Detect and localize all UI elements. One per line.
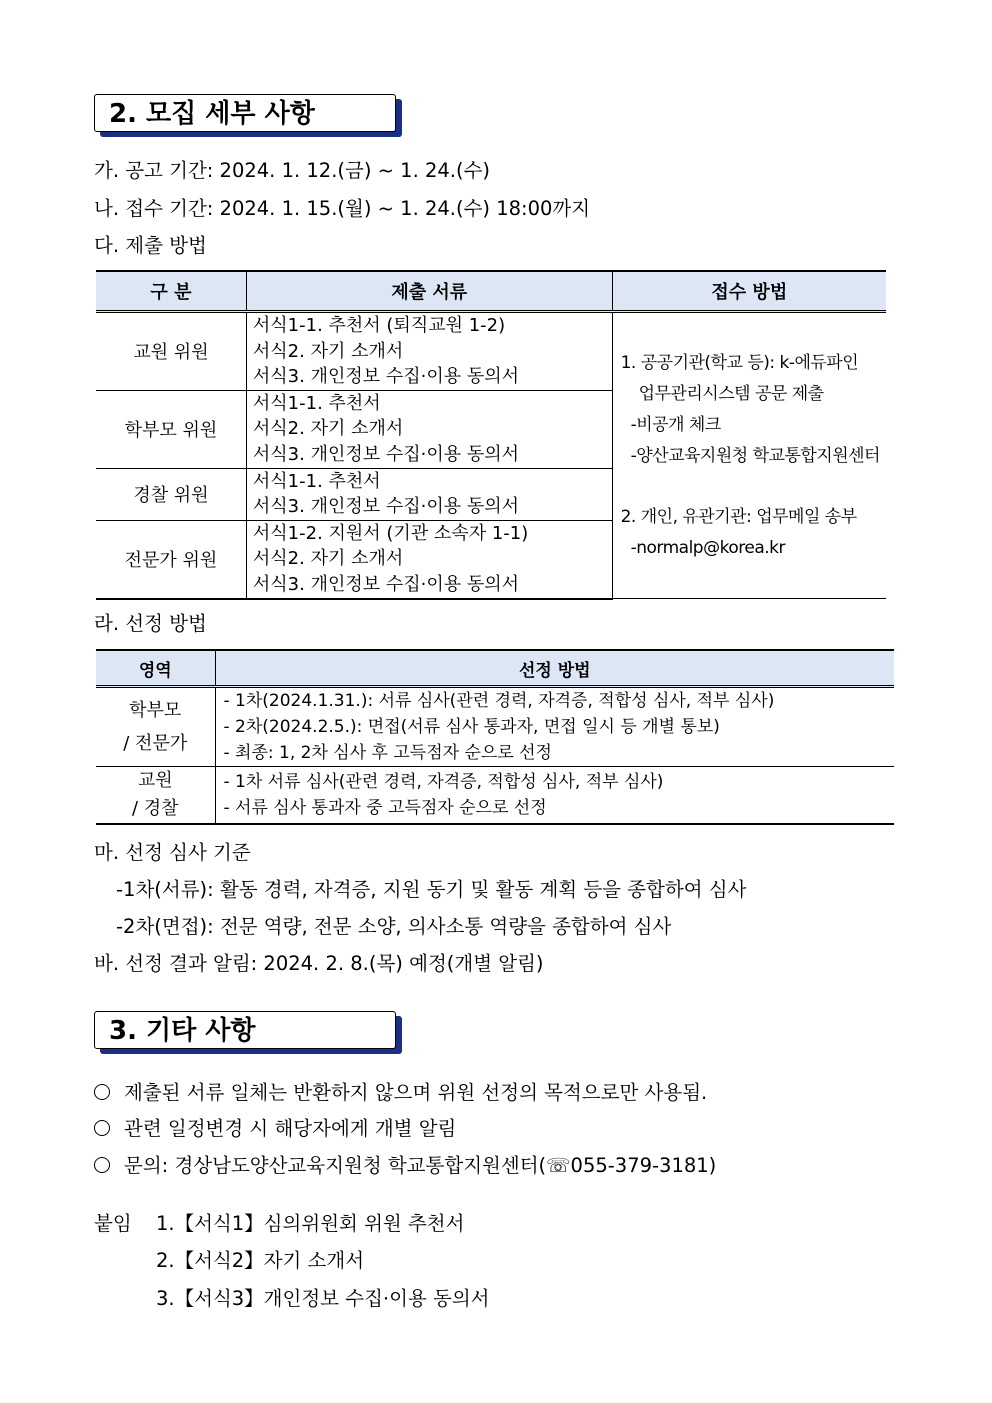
list-item-text: 문의: 경상남도양산교육지원청 학교통합지원센터(☏055-379-3181) [124, 1154, 717, 1177]
area-line: / 경찰 [131, 798, 179, 819]
list-item [94, 1077, 707, 1105]
criteria-first: -1차(서류): 활동 경력, 자격증, 지원 동기 및 활동 계획 등을 종합하여 심사 [116, 878, 747, 901]
section-3-title [94, 1011, 396, 1049]
doc-item: 서식3. 개인정보 수집·이용 동의서 [252, 366, 520, 388]
method-email: -normalp@korea.kr [630, 537, 785, 558]
method-item: - 1차(2024.1.31.): 서류 심사(관련 경력, 자격증, 적합성 심사, 적부 심사) [223, 691, 775, 711]
area-line: 교원 [137, 770, 173, 791]
row-category: 경찰 위원 [96, 468, 246, 520]
doc-item: 서식3. 개인정보 수집·이용 동의서 [252, 496, 520, 518]
circle-bullet-icon [94, 1084, 110, 1100]
table-row [96, 687, 894, 767]
section-2-title [94, 94, 396, 132]
doc-item: 서식1-1. 추천서 [252, 392, 381, 414]
doc-item: 서식2. 자기 소개서 [252, 548, 404, 570]
submit-header-category: 구 분 [96, 271, 246, 312]
list-item [94, 1150, 716, 1178]
criteria-second: -2차(면접): 전문 역량, 전문 소양, 의사소통 역량을 종합하여 심사 [116, 915, 672, 938]
list-item-text: 관련 일정변경 시 해당자에게 개별 알림 [124, 1117, 457, 1140]
method-item: - 최종: 1, 2차 심사 후 고득점자 순으로 선정 [223, 743, 552, 763]
row-docs [246, 468, 612, 520]
row-category: 전문가 위원 [96, 520, 246, 598]
method-line: 업무관리시스템 공문 제출 [638, 383, 824, 404]
circle-bullet-icon [94, 1120, 110, 1136]
selection-area [96, 687, 215, 767]
attachment-item: 3.【서식3】개인정보 수집·이용 동의서 [156, 1287, 490, 1310]
doc-item: 서식2. 자기 소개서 [252, 418, 404, 440]
doc-item: 서식3. 개인정보 수집·이용 동의서 [252, 573, 520, 595]
row-docs [246, 520, 612, 598]
section-3-title-text: 3. 기타 사항 [109, 1016, 256, 1046]
selection-methods [215, 687, 894, 767]
receipt-period: 나. 접수 기간: 2024. 1. 15.(월) ~ 1. 24.(수) 18:00까지 [94, 197, 591, 220]
attachment-item: 1.【서식1】심의위원회 위원 추천서 [156, 1212, 465, 1235]
table-row [96, 312, 886, 391]
attachments-label: 붙임 [94, 1212, 132, 1235]
doc-item: 서식2. 자기 소개서 [252, 340, 404, 362]
row-category: 교원 위원 [96, 312, 246, 391]
area-line: / 전문가 [123, 733, 188, 754]
list-item [94, 1113, 456, 1141]
submit-table [96, 270, 886, 600]
table-row [96, 767, 894, 825]
list-item-text: 제출된 서류 일체는 반환하지 않으며 위원 선정의 목적으로만 사용됨. [124, 1081, 708, 1104]
criteria-heading: 마. 선정 심사 기준 [94, 841, 251, 864]
doc-item: 서식1-2. 지원서 (기관 소속자 1-1) [252, 522, 529, 544]
row-docs [246, 390, 612, 468]
submit-header-method: 접수 방법 [612, 271, 886, 312]
selection-header-method: 선정 방법 [215, 650, 894, 687]
method-line: -비공개 체크 [630, 414, 721, 435]
doc-item: 서식3. 개인정보 수집·이용 동의서 [252, 443, 520, 465]
circle-bullet-icon [94, 1157, 110, 1173]
submit-header-docs: 제출 서류 [246, 271, 612, 312]
attachment-item: 2.【서식2】자기 소개서 [156, 1249, 365, 1272]
method-item: - 2차(2024.2.5.): 면접(서류 심사 통과자, 면접 일시 등 개별 통보) [223, 717, 720, 737]
method-line: -양산교육지원청 학교통합지원센터 [630, 445, 880, 466]
doc-item: 서식1-1. 추천서 [252, 470, 381, 492]
result-notice: 바. 선정 결과 알림: 2024. 2. 8.(목) 예정(개별 알림) [94, 952, 544, 975]
row-category: 학부모 위원 [96, 390, 246, 468]
selection-methods [215, 767, 894, 825]
row-docs [246, 312, 612, 391]
area-line: 학부모 [129, 700, 182, 721]
method-item: - 1차 서류 심사(관련 경력, 자격증, 적합성 심사, 적부 심사) [223, 772, 664, 792]
selection-header-area: 영역 [96, 650, 215, 687]
doc-item: 서식1-1. 추천서 (퇴직교원 1-2) [252, 315, 506, 336]
selection-table [96, 649, 894, 825]
submit-method-heading: 다. 제출 방법 [94, 234, 207, 257]
method-item: - 서류 심사 통과자 중 고득점자 순으로 선정 [223, 798, 547, 818]
section-2-title-text: 2. 모집 세부 사항 [109, 99, 315, 129]
method-line: 1. 공공기관(학교 등): k-에듀파인 [620, 352, 859, 373]
announce-period: 가. 공고 기간: 2024. 1. 12.(금) ~ 1. 24.(수) [94, 159, 491, 182]
method-line: 2. 개인, 유관기관: 업무메일 송부 [620, 506, 857, 527]
selection-method-heading: 라. 선정 방법 [94, 612, 207, 635]
receipt-method-cell [612, 312, 886, 599]
selection-area [96, 767, 215, 825]
